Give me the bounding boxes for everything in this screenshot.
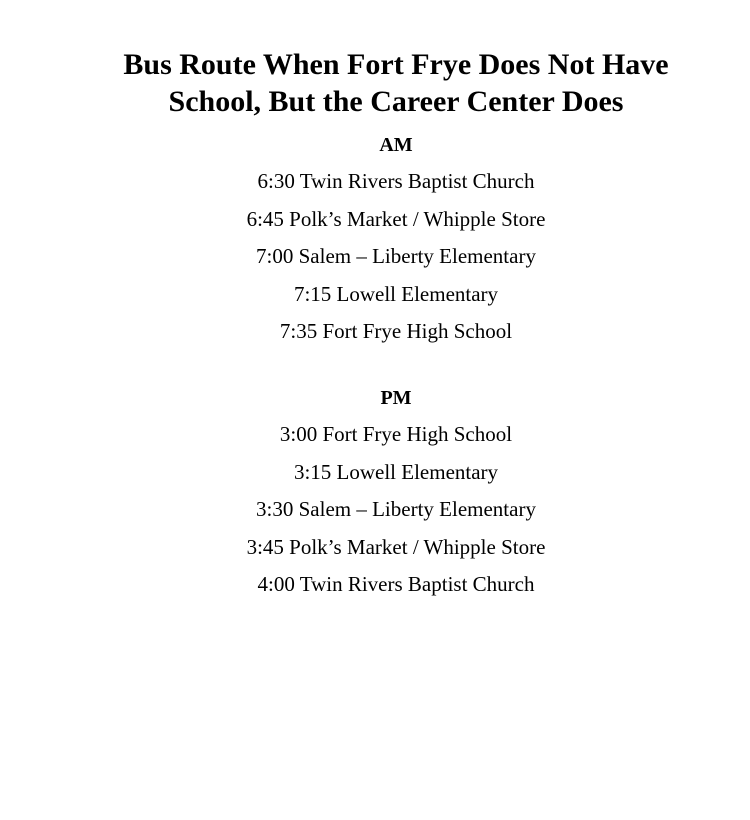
pm-stop-item: 3:00 Fort Frye High School [279,422,513,446]
am-stop-list [0,169,750,357]
am-stop-item: 7:15 Lowell Elementary [293,281,499,306]
am-stop-item: 6:30 Twin Rivers Baptist Church [257,169,535,193]
am-stop-item: 7:00 Salem – Liberty Elementary [256,244,536,268]
am-stop-item: 7:35 Fort Frye High School [279,319,513,343]
title-line-1: Bus Route When Fort Frye Does Not Have [123,48,669,81]
pm-stop-item: 4:00 Twin Rivers Baptist Church [257,572,535,596]
pm-heading: PM [380,387,412,409]
pm-stop-list [0,422,750,610]
pm-stop-item: 3:15 Lowell Elementary [293,459,499,484]
am-stop-item: 6:45 Polk’s Market / Whipple Store [246,206,546,231]
title-line-2: School, But the Career Center Does [168,85,624,118]
page-title [0,46,750,120]
am-heading: AM [379,134,413,156]
pm-stop-item: 3:30 Salem – Liberty Elementary [256,497,536,521]
pm-stop-item: 3:45 Polk’s Market / Whipple Store [246,534,546,559]
